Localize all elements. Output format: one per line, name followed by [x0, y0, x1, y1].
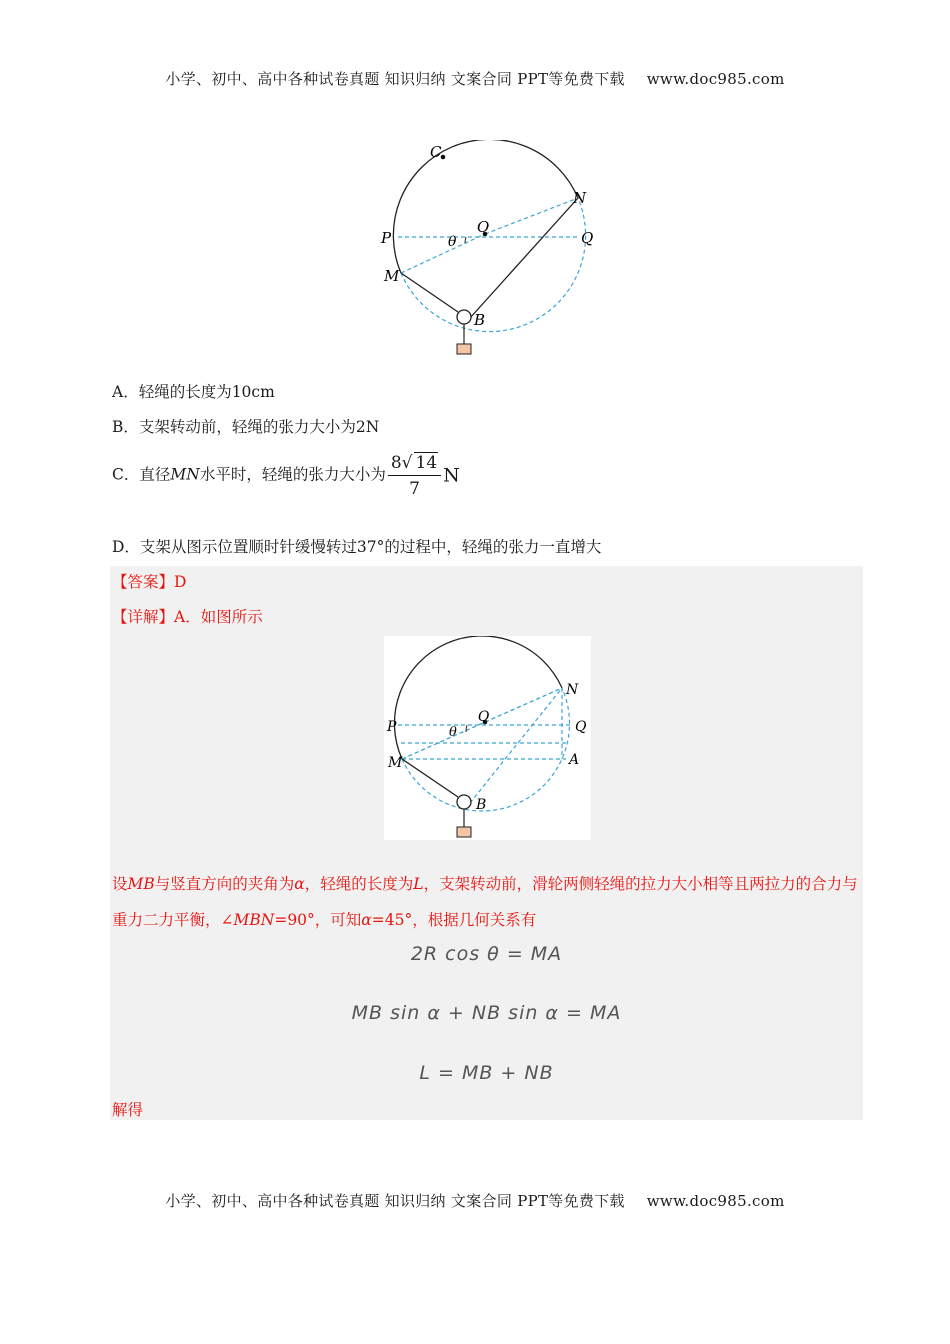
label-n: N: [573, 189, 587, 207]
option-a: A．轻绳的长度为10cm: [112, 383, 275, 401]
tension-fraction: [388, 452, 441, 499]
label-theta: θ: [449, 725, 457, 740]
exp-mb: MB: [127, 875, 155, 893]
exp-t3: ，轻绳的长度为: [304, 875, 414, 893]
pulley: [457, 310, 471, 324]
circle-upper-arc: [393, 140, 578, 273]
theta-arc: [465, 237, 466, 243]
fraction-denominator: 7: [409, 479, 420, 499]
equation-3: L = MB + NB: [419, 1062, 554, 1084]
label-m: M: [384, 267, 400, 285]
header-text: 小学、初中、高中各种试卷真题 知识归纳 文案合同 PPT等免费下载: [165, 70, 625, 88]
exp-t5: =90°，可知: [274, 911, 362, 929]
page-footer: [0, 1190, 950, 1211]
label-o: O: [477, 218, 490, 236]
exp-t6: =45°，根据几何关系有: [371, 911, 537, 929]
fraction-numerator: 8: [390, 453, 402, 473]
label-m: M: [388, 755, 403, 771]
label-n: N: [566, 682, 579, 698]
explanation-paragraph: [112, 866, 862, 938]
solve-label: 解得: [112, 1101, 144, 1119]
option-c-mn: MN: [170, 465, 200, 484]
figure-2: [384, 636, 591, 840]
detail-line: [112, 605, 263, 627]
radicand: 14: [415, 453, 438, 473]
label-p: P: [387, 719, 397, 735]
option-c-mid: 水平时，轻绳的张力大小为: [199, 465, 386, 484]
answer-line: [112, 570, 186, 592]
label-theta: θ: [448, 234, 457, 250]
detail-label: 【详解】: [112, 608, 175, 626]
label-c: C: [430, 143, 442, 161]
exp-t2: 与竖直方向的夹角为: [154, 875, 295, 893]
exp-alpha2: α: [361, 911, 372, 929]
unit-n: N: [443, 464, 460, 487]
rope-mb: [401, 273, 458, 312]
footer-text: 小学、初中、高中各种试卷真题 知识归纳 文案合同 PPT等免费下载: [165, 1192, 625, 1210]
pulley: [457, 795, 471, 809]
label-a: A: [569, 752, 580, 768]
label-q: Q: [575, 719, 587, 735]
on-radius: [485, 198, 578, 234]
exp-alpha: α: [294, 875, 305, 893]
exp-l: L: [413, 875, 424, 893]
label-o: O: [478, 709, 490, 725]
answer-label: 【答案】: [112, 573, 175, 591]
option-d: D．支架从图示位置顺时针缓慢转过37°的过程中，轻绳的张力一直增大: [112, 538, 602, 556]
sqrt-sign: √: [401, 453, 413, 473]
exp-t4: ，支架转动前，滑轮两侧轻绳的拉力大小相等且两拉力的合力与重力二力平衡，: [112, 875, 858, 929]
answer-value: D: [174, 573, 187, 591]
header-url[interactable]: www.doc985.com: [646, 70, 785, 88]
equation-1: 2R cos θ = MA: [410, 943, 563, 965]
page-header: [0, 68, 950, 89]
detail-text: A．如图所示: [174, 608, 263, 626]
weight-block: [457, 827, 471, 837]
label-b: B: [476, 797, 487, 813]
option-b: B．支架转动前，轻绳的张力大小为2N: [112, 418, 380, 436]
exp-angle: ∠MBN: [220, 911, 275, 929]
figure-1: [370, 140, 610, 360]
weight-block: [457, 344, 471, 354]
rope-bn: [470, 198, 578, 318]
label-b: B: [474, 311, 486, 329]
equation-2: MB sin α + NB sin α = MA: [351, 1002, 622, 1024]
option-c: [112, 452, 460, 499]
label-q: Q: [581, 229, 594, 247]
exp-t1: 设: [112, 875, 128, 893]
label-p: P: [381, 229, 392, 247]
circle-lower-arc: [401, 198, 586, 332]
footer-url[interactable]: www.doc985.com: [646, 1192, 785, 1210]
option-c-prefix: C．直径: [112, 465, 171, 484]
mo-radius: [401, 234, 485, 273]
